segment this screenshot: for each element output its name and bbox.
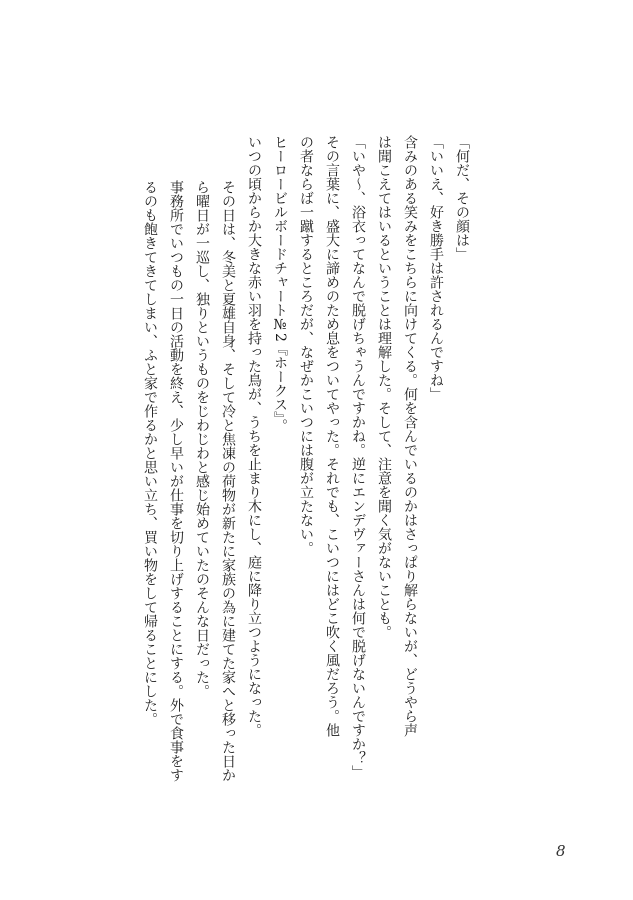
text-line: その日は、冬美と夏雄自身、そして冷と焦凍の荷物が新たに家族の為に建てた家へと移った日か	[220, 180, 236, 782]
text-line: 「いいえ、好き勝手は許されるんですね」	[428, 135, 444, 401]
text-line: るのも飽きてきてしまい、ふと家で作るかと思い立ち、買い物をして帰ることにした。	[142, 180, 158, 726]
text-line: の者ならば一蹴するところだが、なぜかこいつには腹が立たない。	[298, 135, 314, 555]
page-number: 8	[556, 842, 566, 860]
text-line: 「何だ、その顔は」	[454, 135, 470, 261]
text-line: ヒーロービルボードチャート№2『ホークス』。	[272, 135, 288, 433]
text-line: いつの頃からか大きな赤い羽を持った鳥が、うちを止まり木にし、庭に降り立つようになった。	[246, 135, 262, 737]
text-line: ら曜日が一巡し、独りというものをじわじわと感じ始めていたのそんな日だった。	[194, 180, 210, 698]
text-line: 「いや～、浴衣ってなんで脱げちゃうんですかね。逆にエンデヴァーさんは何で脱げないんですか？」	[350, 135, 366, 779]
text-block-upper	[241, 135, 475, 779]
text-line: 事務所でいつもの一日の活動を終え、少し早いが仕事を切り上げすることにする。外で食事をす	[168, 180, 184, 782]
text-line: 含みのある笑みをこちらに向けてくる。何を含んでいるのかはさっぱり解らないが、どうやら声	[402, 135, 418, 737]
text-line: その言葉に、盛大に諦めのため息をついてやった。それでも、こいつにはどこ吹く風だろう。他	[324, 135, 340, 737]
text-line: は聞こえてはいるということは理解した。そして、注意を聞く気がないことも。	[376, 135, 392, 639]
text-block-lower	[137, 180, 241, 782]
